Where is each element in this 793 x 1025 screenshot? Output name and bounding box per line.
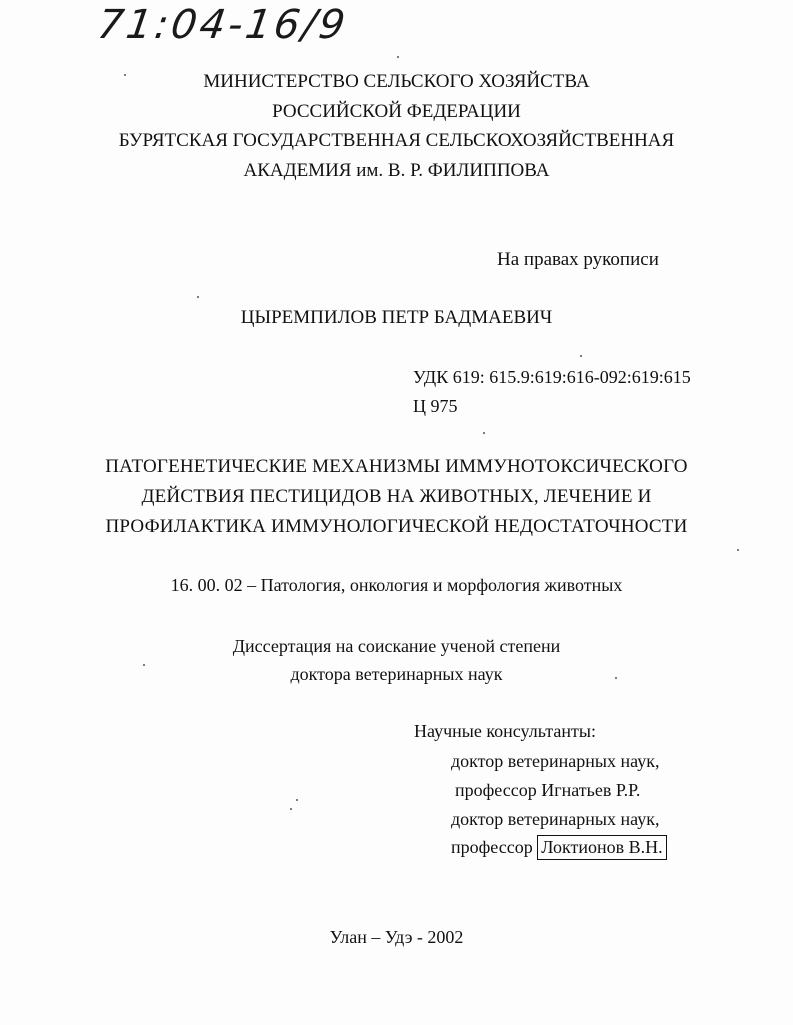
manuscript-note: На правах рукописи	[497, 249, 659, 270]
scan-speck	[124, 74, 126, 76]
scan-speck	[580, 355, 582, 357]
academy-line-1: БУРЯТСКАЯ ГОСУДАРСТВЕННАЯ СЕЛЬСКОХОЗЯЙСТВЕННАЯ	[118, 130, 675, 151]
scan-speck	[290, 808, 292, 810]
degree-line-2: доктора ветеринарных наук	[290, 664, 503, 684]
consultant-1-degree: доктор ветеринарных наук,	[451, 751, 660, 771]
consultant-1-name: профессор Игнатьев Р.Р.	[455, 780, 641, 800]
ministry-line-1: МИНИСТЕРСТВО СЕЛЬСКОГО ХОЗЯЙСТВА	[203, 71, 590, 92]
scan-speck	[296, 799, 298, 801]
index-code: Ц 975	[413, 396, 458, 416]
scan-speck	[143, 664, 145, 666]
dissertation-title-line-2: ДЕЙСТВИЯ ПЕСТИЦИДОВ НА ЖИВОТНЫХ, ЛЕЧЕНИЕ И	[141, 486, 652, 507]
consultant-2-prefix: профессор	[451, 837, 533, 857]
specialty-code: 16. 00. 02 – Патология, онкология и морфология животных	[170, 575, 623, 595]
academy-line-2: АКАДЕМИЯ им. В. Р. ФИЛИППОВА	[243, 160, 550, 181]
scan-speck	[483, 432, 485, 434]
scan-speck	[197, 296, 199, 298]
place-year: Улан – Удэ - 2002	[329, 927, 464, 947]
archive-number-handwritten: 71:04-16/9	[94, 2, 351, 48]
consultant-2-name-boxed: Локтионов В.Н.	[537, 835, 666, 860]
dissertation-title-line-3: ПРОФИЛАКТИКА ИММУНОЛОГИЧЕСКОЙ НЕДОСТАТОЧНОСТИ	[105, 516, 688, 537]
consultants-heading: Научные консультанты:	[414, 721, 596, 741]
consultant-2-line	[451, 838, 667, 856]
udk-code: УДК 619: 615.9:619:616-092:619:615	[413, 367, 691, 387]
scan-speck	[615, 677, 617, 679]
author-name: ЦЫРЕМПИЛОВ ПЕТР БАДМАЕВИЧ	[240, 307, 553, 328]
dissertation-title-line-1: ПАТОГЕНЕТИЧЕСКИЕ МЕХАНИЗМЫ ИММУНОТОКСИЧЕСКОГО	[105, 456, 688, 477]
degree-line-1: Диссертация на соискание ученой степени	[232, 636, 561, 656]
scan-speck	[397, 56, 399, 58]
ministry-line-2: РОССИЙСКОЙ ФЕДЕРАЦИИ	[272, 101, 521, 122]
scan-speck	[737, 549, 739, 551]
consultant-2-degree: доктор ветеринарных наук,	[451, 809, 660, 829]
